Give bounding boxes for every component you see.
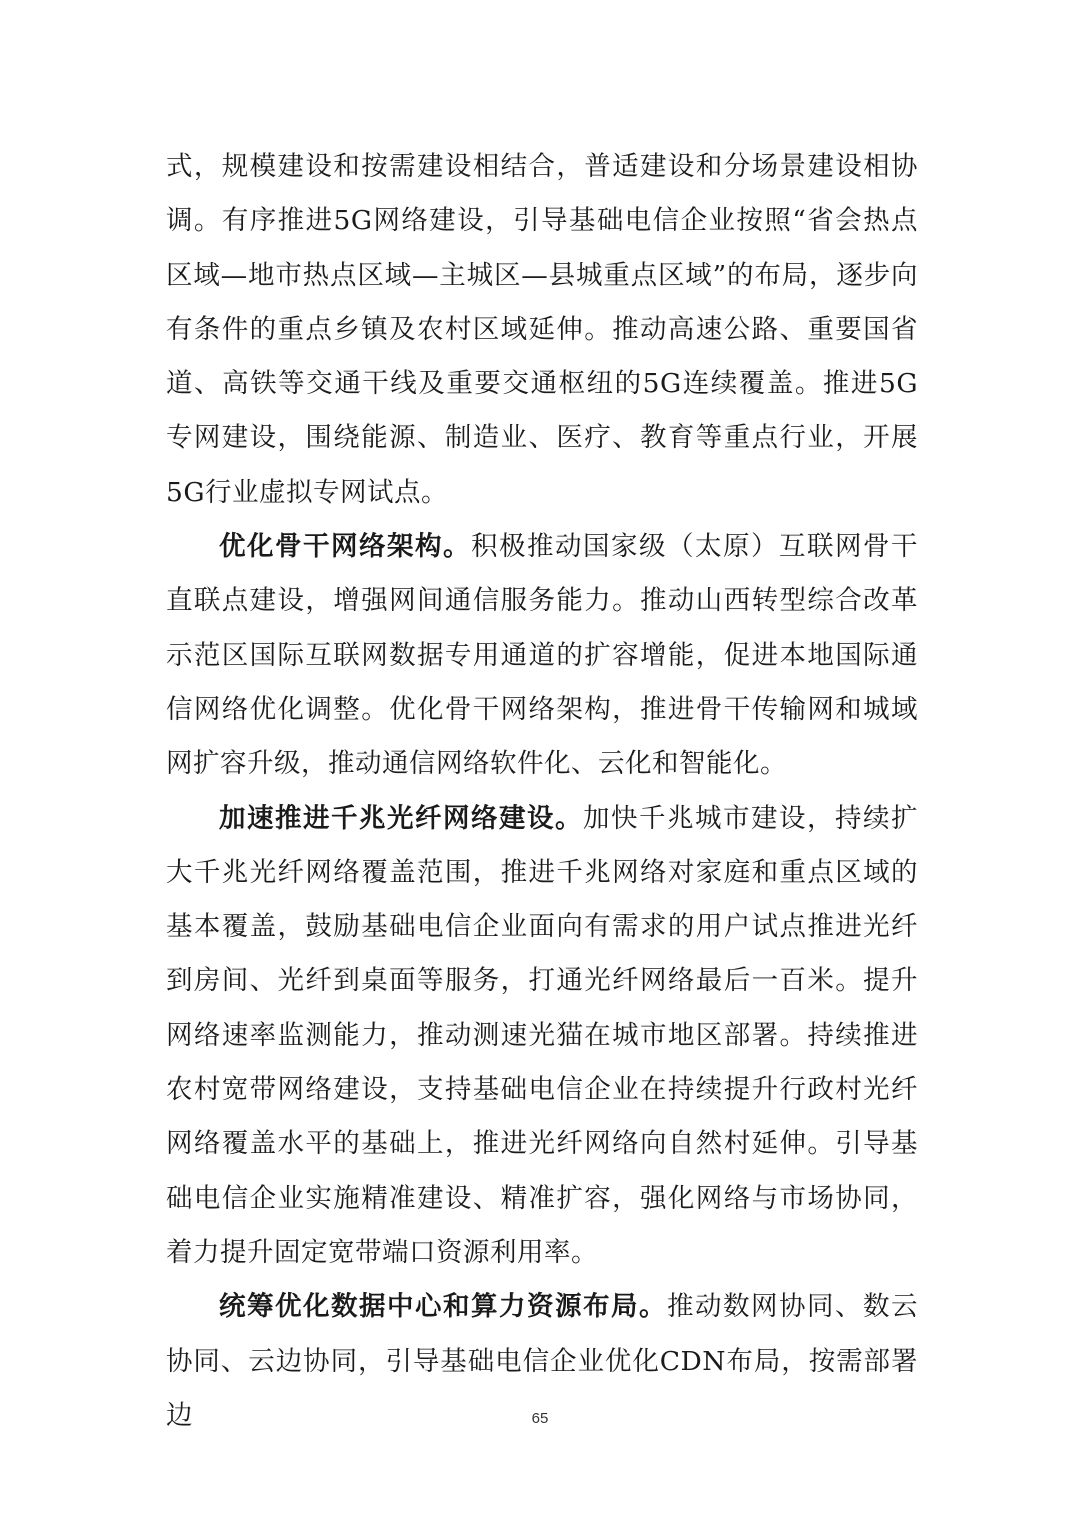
paragraph-text: 加快千兆城市建设，持续扩大千兆光纤网络覆盖范围，推进千兆网络对家庭和重点区域的基本覆盖，鼓励基础电信企业面向有需求的用户试点推进光纤到房间、光纤到桌面等服务，打通光纤网络最后一百米。提升网络速率监测能力，推动测速光猫在城市地区部署。持续推进农村宽带网络建设，支持基础电信企业在持续提升行政村光纤网络覆盖水平的基础上，推进光纤网络向自然村延伸。引导基础电信企业实施精准建设、精准扩容，强化网络与市场协同，着力提升固定宽带端口资源利用率。 bbox=[166, 802, 918, 1268]
paragraph-continuation bbox=[166, 140, 918, 520]
paragraph-text: 积极推动国家级（太原）互联网骨干直联点建设，增强网间通信服务能力。推动山西转型综合改革示范区国际互联网数据专用通道的扩容增能，促进本地国际通信网络优化调整。优化骨干网络架构，推进骨干传输网和城域网扩容升级，推动通信网络软件化、云化和智能化。 bbox=[166, 531, 918, 780]
paragraph-backbone-network bbox=[166, 520, 918, 791]
page-number: 65 bbox=[531, 1410, 549, 1427]
paragraph-heading: 统筹优化数据中心和算力资源布局。 bbox=[219, 1291, 667, 1323]
paragraph-heading: 加速推进千兆光纤网络建设。 bbox=[219, 802, 583, 834]
paragraph-text: 推动数网协同、数云协同、云边协同，引导基础电信企业优化CDN布局，按需部署边 bbox=[166, 1291, 918, 1431]
paragraph-gigabit-fiber bbox=[166, 792, 918, 1281]
paragraph-text: 式，规模建设和按需建设相结合，普适建设和分场景建设相协调。有序推进5G网络建设，引导基础电信企业按照“省会热点区域—地市热点区域—主城区—县城重点区域”的布局，逐步向有条件的重点乡镇及农村区域延伸。推动高速公路、重要国省道、高铁等交通干线及重要交通枢纽的5G连续覆盖。推进5G专网建设，围绕能源、制造业、医疗、教育等重点行业，开展5G行业虚拟专网试点。 bbox=[166, 151, 918, 508]
document-body bbox=[166, 140, 918, 1443]
paragraph-heading: 优化骨干网络架构。 bbox=[219, 531, 471, 563]
